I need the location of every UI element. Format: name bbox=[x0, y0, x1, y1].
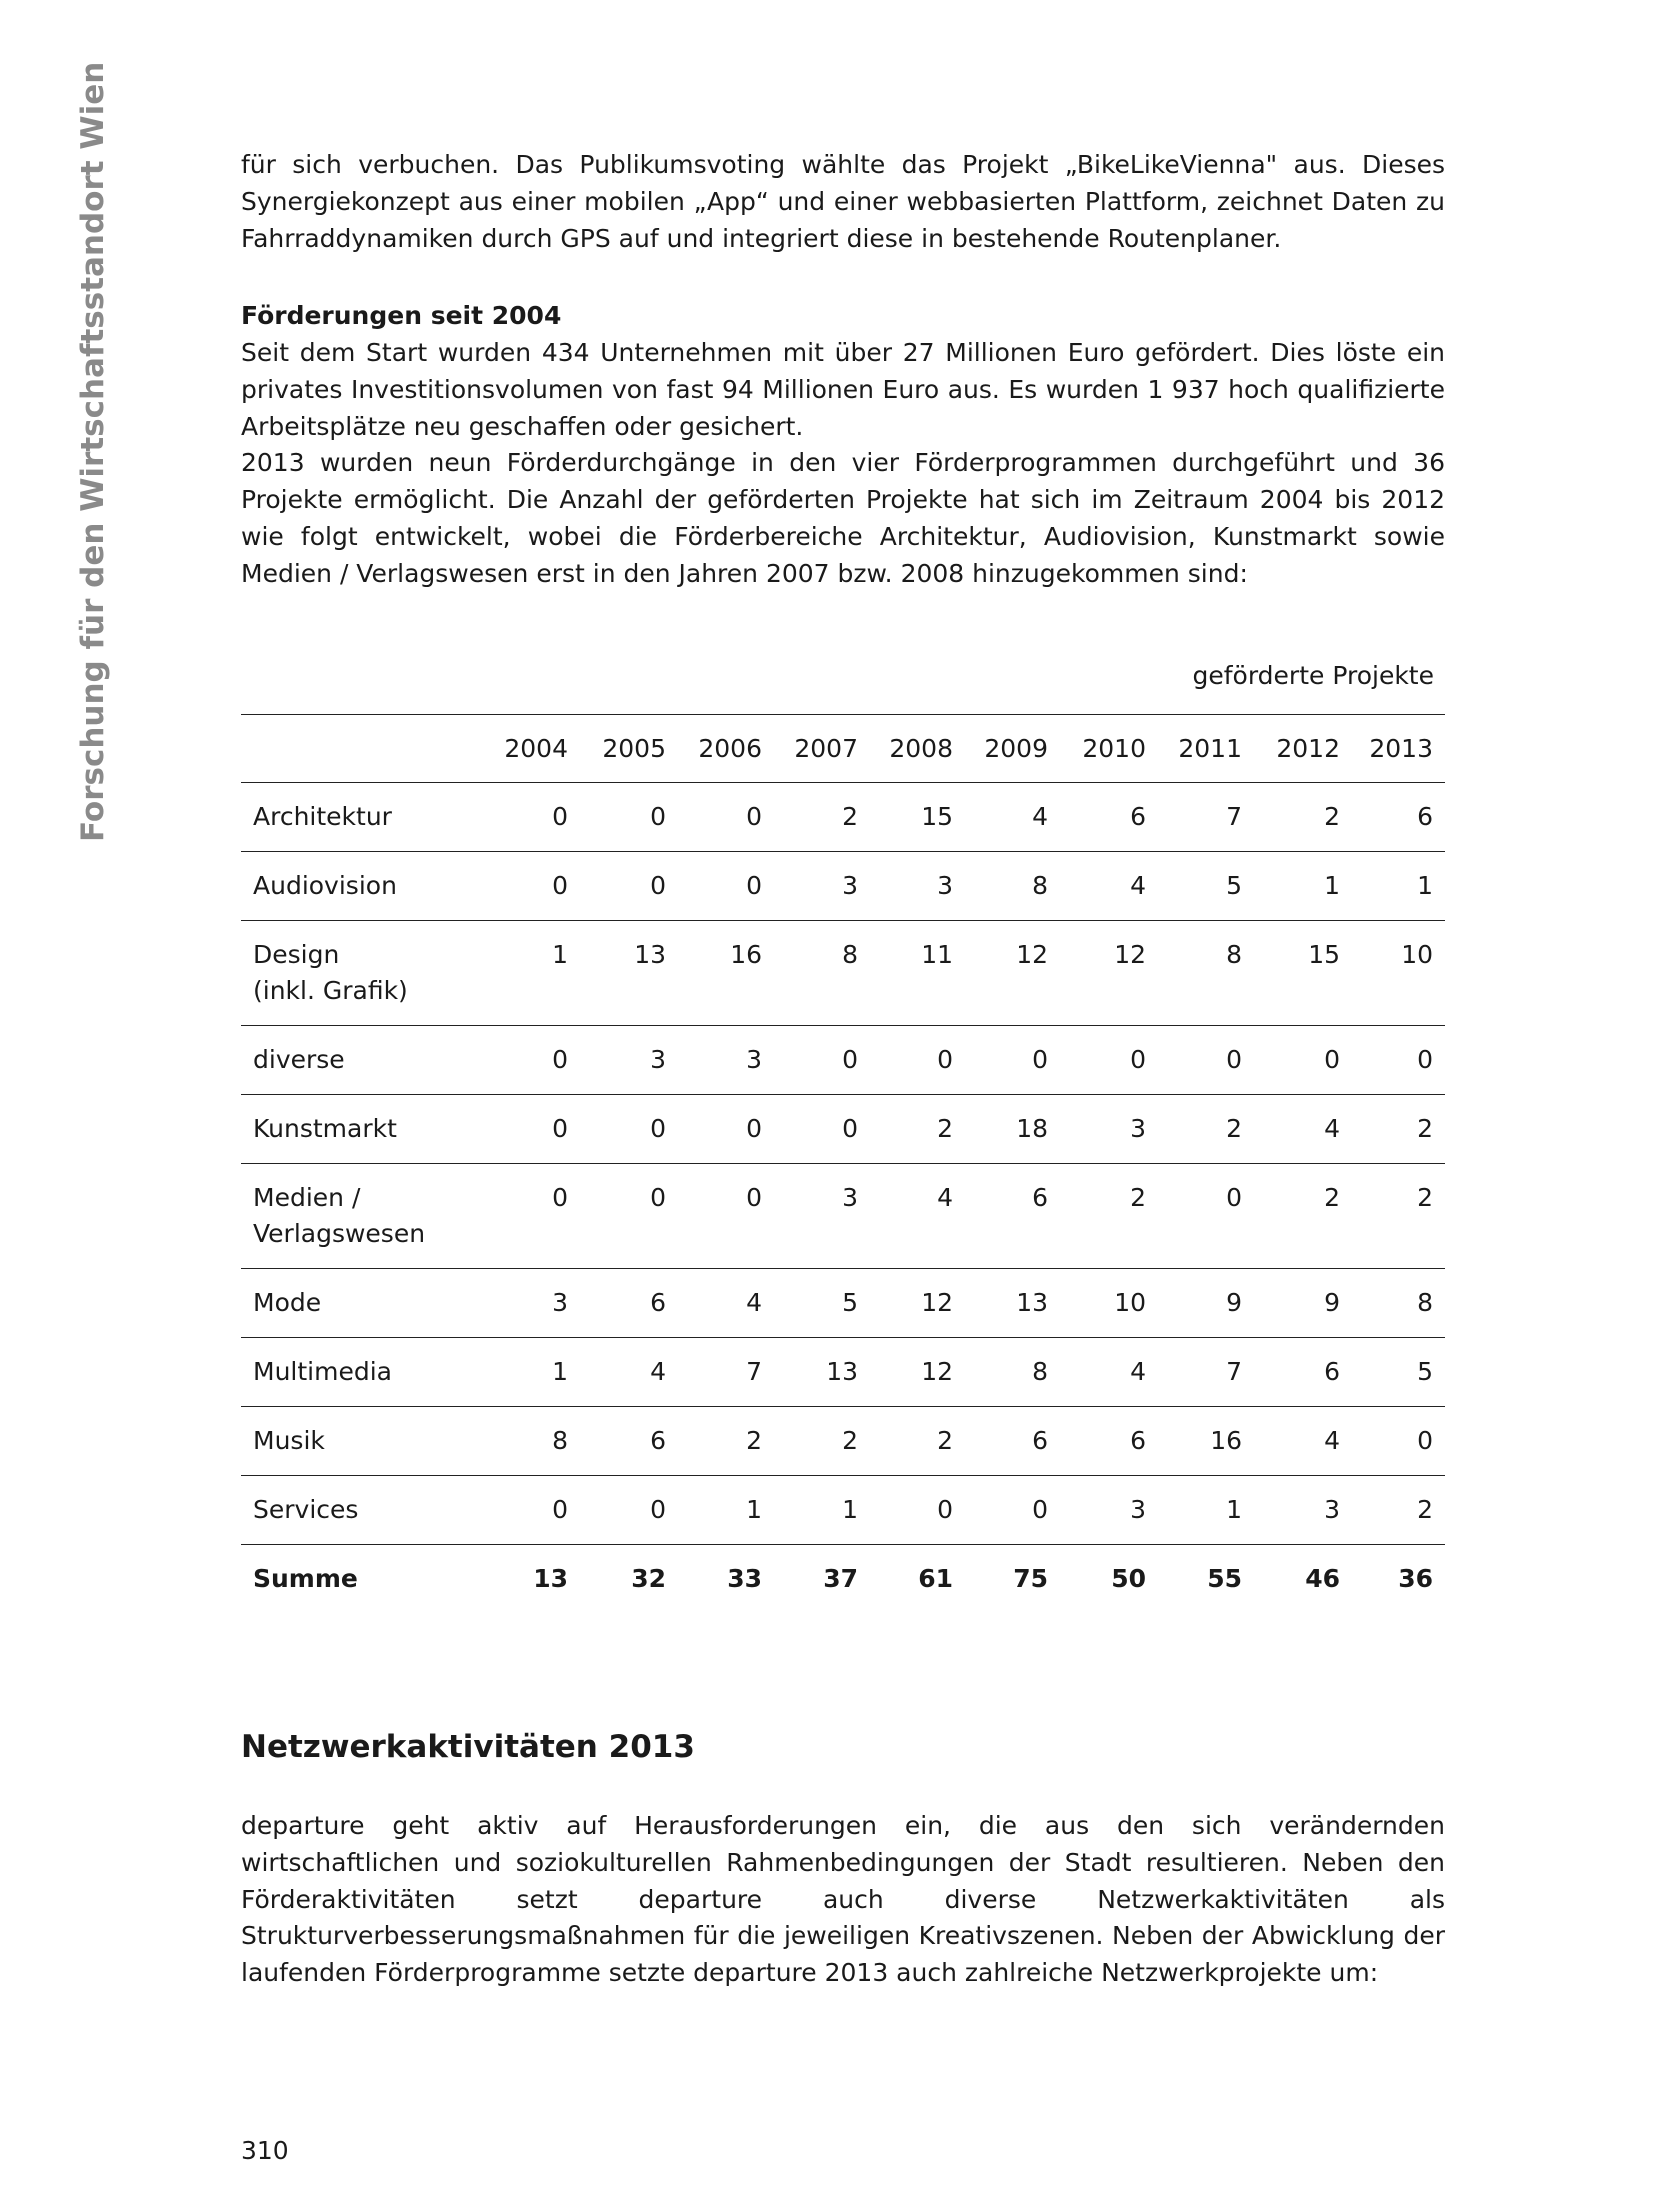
sum-cell: 50 bbox=[1111, 1564, 1146, 1593]
paragraph-funding-summary: Seit dem Start wurden 434 Unternehmen mit über 27 Millionen Euro gefördert. Dies löste ein privates Investitionsvolumen von fast 94 Millionen Euro aus. Es wurden 1 937 hoch qualifizierte Arbeitsplätze neu geschaffen oder gesichert. bbox=[241, 338, 1445, 441]
table-cell: 7 bbox=[1158, 783, 1254, 852]
paragraph-funding-development: 2013 wurden neun Förderdurchgänge in den vier Förderprogrammen durchgeführt und 36 Projekte ermöglicht. Die Anzahl der geförderten Projekte hat sich im Zeitraum 2004 bis 2012 wie folgt entwickelt, wobei die Förderbereiche Architektur, Audiovision, Kunstmarkt sowie Medien / Verlagswesen erst in den Jahren 2007 bzw. 2008 hinzugekommen sind: bbox=[241, 448, 1445, 588]
table-cell: 0 bbox=[580, 1095, 678, 1164]
sum-cell: 46 bbox=[1305, 1564, 1340, 1593]
table-cell: 6 bbox=[965, 1164, 1060, 1269]
table-cell: 11 bbox=[870, 921, 965, 1026]
sum-cell: 61 bbox=[918, 1564, 953, 1593]
year-header: 2010 bbox=[1060, 715, 1158, 783]
table-cell: 2 bbox=[678, 1407, 774, 1476]
table-cell: 3 bbox=[870, 852, 965, 921]
table-cell: 0 bbox=[774, 1026, 870, 1095]
table-cell: 1 bbox=[482, 921, 580, 1026]
table-cell: 0 bbox=[965, 1476, 1060, 1545]
table-cell: 8 bbox=[774, 921, 870, 1026]
table-cell: 8 bbox=[1352, 1269, 1445, 1338]
table-cell: 0 bbox=[774, 1095, 870, 1164]
table-cell: 9 bbox=[1254, 1269, 1352, 1338]
year-header: 2011 bbox=[1158, 715, 1254, 783]
table-cell: 10 bbox=[1060, 1269, 1158, 1338]
section-heading-foerderungen: Förderungen seit 2004 bbox=[241, 301, 562, 330]
sum-cell: 37 bbox=[823, 1564, 858, 1593]
row-label: Audiovision bbox=[241, 852, 482, 921]
table-row-audiovision bbox=[241, 852, 1445, 921]
table-cell: 12 bbox=[965, 921, 1060, 1026]
table-cell: 0 bbox=[1060, 1026, 1158, 1095]
table-cell: 12 bbox=[870, 1269, 965, 1338]
table-cell: 4 bbox=[678, 1269, 774, 1338]
table-cell: 3 bbox=[1060, 1476, 1158, 1545]
table-cell: 5 bbox=[774, 1269, 870, 1338]
table-cell: 7 bbox=[1158, 1338, 1254, 1407]
section-body-foerderungen bbox=[241, 335, 1445, 593]
row-label: Musik bbox=[241, 1407, 482, 1476]
table-cell: 0 bbox=[1158, 1164, 1254, 1269]
table-cell: 0 bbox=[678, 783, 774, 852]
table-cell: 8 bbox=[965, 852, 1060, 921]
table-cell: 6 bbox=[965, 1407, 1060, 1476]
sum-cell: 55 bbox=[1207, 1564, 1242, 1593]
table-cell: 10 bbox=[1352, 921, 1445, 1026]
table-header-row bbox=[241, 715, 1445, 783]
table-cell: 0 bbox=[870, 1026, 965, 1095]
table-cell: 3 bbox=[774, 1164, 870, 1269]
table-row-diverse bbox=[241, 1026, 1445, 1095]
intro-paragraph: für sich verbuchen. Das Publikumsvoting wählte das Projekt „BikeLikeVienna" aus. Dieses Synergiekonzept aus einer mobilen „App“ und einer webbasierten Plattform, zeichnet Daten zu Fahrraddynamiken durch GPS auf und integriert diese in bestehende Routenplaner. bbox=[241, 150, 1445, 253]
table-cell: 0 bbox=[678, 1095, 774, 1164]
table-cell: 8 bbox=[965, 1338, 1060, 1407]
table-cell: 4 bbox=[870, 1164, 965, 1269]
table-cell: 2 bbox=[870, 1095, 965, 1164]
table-cell: 1 bbox=[1254, 852, 1352, 921]
table-cell: 0 bbox=[580, 1476, 678, 1545]
table-cell: 0 bbox=[482, 1026, 580, 1095]
row-label: Kunstmarkt bbox=[241, 1095, 482, 1164]
table-cell: 15 bbox=[870, 783, 965, 852]
year-header: 2006 bbox=[678, 715, 774, 783]
table-cell: 3 bbox=[1060, 1095, 1158, 1164]
table-row-multimedia bbox=[241, 1338, 1445, 1407]
table-cell: 4 bbox=[1060, 1338, 1158, 1407]
table-cell: 4 bbox=[1060, 852, 1158, 921]
table-cell: 3 bbox=[678, 1026, 774, 1095]
table-row-medien-verlagswesen bbox=[241, 1164, 1445, 1269]
table-cell: 3 bbox=[1254, 1476, 1352, 1545]
table-row-kunstmarkt bbox=[241, 1095, 1445, 1164]
table-cell: 3 bbox=[482, 1269, 580, 1338]
table-cell: 3 bbox=[580, 1026, 678, 1095]
row-label: Services bbox=[241, 1476, 482, 1545]
table-cell: 2 bbox=[1254, 783, 1352, 852]
table-cell: 2 bbox=[774, 783, 870, 852]
year-header: 2007 bbox=[774, 715, 870, 783]
table-cell: 0 bbox=[482, 1164, 580, 1269]
table-cell: 6 bbox=[1352, 783, 1445, 852]
table-cell: 0 bbox=[580, 1164, 678, 1269]
table-cell: 6 bbox=[1060, 1407, 1158, 1476]
table-row-mode bbox=[241, 1269, 1445, 1338]
table-cell: 0 bbox=[580, 783, 678, 852]
table-cell: 0 bbox=[965, 1026, 1060, 1095]
table-cell: 2 bbox=[870, 1407, 965, 1476]
table-cell: 4 bbox=[965, 783, 1060, 852]
table-cell: 6 bbox=[1060, 783, 1158, 852]
table-cell: 6 bbox=[1254, 1338, 1352, 1407]
sum-cell: 32 bbox=[631, 1564, 666, 1593]
table-cell: 2 bbox=[1158, 1095, 1254, 1164]
table-row-musik bbox=[241, 1407, 1445, 1476]
page-number: 310 bbox=[241, 2136, 289, 2165]
row-label: Multimedia bbox=[241, 1338, 482, 1407]
table-cell: 13 bbox=[965, 1269, 1060, 1338]
table-cell: 0 bbox=[1158, 1026, 1254, 1095]
row-label: Mode bbox=[241, 1269, 482, 1338]
table-cell: 3 bbox=[774, 852, 870, 921]
table-cell: 1 bbox=[678, 1476, 774, 1545]
table-cell: 13 bbox=[580, 921, 678, 1026]
table-cell: 18 bbox=[965, 1095, 1060, 1164]
table-cell: 0 bbox=[482, 852, 580, 921]
table-cell: 1 bbox=[1158, 1476, 1254, 1545]
row-label: diverse bbox=[241, 1026, 482, 1095]
table-cell: 9 bbox=[1158, 1269, 1254, 1338]
year-header: 2013 bbox=[1352, 715, 1445, 783]
table-cell: 1 bbox=[1352, 852, 1445, 921]
table-cell: 6 bbox=[580, 1407, 678, 1476]
table-cell: 0 bbox=[482, 1476, 580, 1545]
header-corner bbox=[241, 715, 482, 783]
table-cell: 0 bbox=[678, 852, 774, 921]
table-caption: geförderte Projekte bbox=[1192, 661, 1434, 690]
year-header: 2009 bbox=[965, 715, 1060, 783]
sum-cell: 33 bbox=[727, 1564, 762, 1593]
table-cell: 2 bbox=[1254, 1164, 1352, 1269]
paragraph-netzwerk: departure geht aktiv auf Herausforderungen ein, die aus den sich verändernden wirtschaftlichen und soziokulturellen Rahmenbedingungen der Stadt resultieren. Neben den Förderaktivitäten setzt departure auch diverse Netzwerkaktivitäten als Strukturverbesserungsmaßnahmen für die jeweiligen Kreativszenen. Neben der Abwicklung der laufenden Förderprogramme setzte departure 2013 auch zahlreiche Netzwerkprojekte um: bbox=[241, 1811, 1445, 1988]
row-label-line: Design bbox=[253, 940, 340, 969]
table-cell: 15 bbox=[1254, 921, 1352, 1026]
table-row-summe bbox=[241, 1545, 1445, 1614]
table-cell: 12 bbox=[870, 1338, 965, 1407]
table-cell: 0 bbox=[1352, 1407, 1445, 1476]
table-row-design bbox=[241, 921, 1445, 1026]
year-header: 2005 bbox=[580, 715, 678, 783]
table-cell: 0 bbox=[482, 783, 580, 852]
table-cell: 6 bbox=[580, 1269, 678, 1338]
table-cell: 16 bbox=[678, 921, 774, 1026]
year-header: 2004 bbox=[482, 715, 580, 783]
table-cell: 5 bbox=[1158, 852, 1254, 921]
table-cell: 4 bbox=[1254, 1407, 1352, 1476]
table-cell: 0 bbox=[678, 1164, 774, 1269]
running-side-title: Forschung für den Wirtschaftsstandort Wien bbox=[75, 61, 111, 842]
table-cell: 13 bbox=[774, 1338, 870, 1407]
row-label bbox=[241, 921, 482, 1026]
sum-cell: 36 bbox=[1398, 1564, 1433, 1593]
year-header: 2012 bbox=[1254, 715, 1352, 783]
table-cell: 2 bbox=[1352, 1164, 1445, 1269]
table-cell: 16 bbox=[1158, 1407, 1254, 1476]
table-cell: 1 bbox=[774, 1476, 870, 1545]
row-label bbox=[241, 1164, 482, 1269]
table-cell: 8 bbox=[1158, 921, 1254, 1026]
table-cell: 2 bbox=[774, 1407, 870, 1476]
table-cell: 4 bbox=[580, 1338, 678, 1407]
section-heading-netzwerk: Netzwerkaktivitäten 2013 bbox=[241, 1729, 695, 1765]
table-cell: 0 bbox=[1352, 1026, 1445, 1095]
table-cell: 0 bbox=[580, 852, 678, 921]
row-label-line: Verlagswesen bbox=[253, 1219, 426, 1248]
sum-cell: 13 bbox=[533, 1564, 568, 1593]
row-label: Architektur bbox=[241, 783, 482, 852]
table-cell: 0 bbox=[482, 1095, 580, 1164]
table-row-architektur bbox=[241, 783, 1445, 852]
table-cell: 0 bbox=[1254, 1026, 1352, 1095]
table-cell: 2 bbox=[1352, 1476, 1445, 1545]
sum-cell: 75 bbox=[1013, 1564, 1048, 1593]
table-cell: 0 bbox=[870, 1476, 965, 1545]
row-label-line: (inkl. Grafik) bbox=[253, 976, 408, 1005]
table-cell: 1 bbox=[482, 1338, 580, 1407]
table-cell: 8 bbox=[482, 1407, 580, 1476]
year-header: 2008 bbox=[870, 715, 965, 783]
row-label-line: Medien / bbox=[253, 1183, 361, 1212]
table-cell: 5 bbox=[1352, 1338, 1445, 1407]
table-cell: 7 bbox=[678, 1338, 774, 1407]
funded-projects-table bbox=[241, 714, 1445, 1614]
row-label: Summe bbox=[253, 1564, 358, 1593]
table-cell: 2 bbox=[1352, 1095, 1445, 1164]
table-cell: 12 bbox=[1060, 921, 1158, 1026]
table-cell: 4 bbox=[1254, 1095, 1352, 1164]
table-row-services bbox=[241, 1476, 1445, 1545]
table-cell: 2 bbox=[1060, 1164, 1158, 1269]
